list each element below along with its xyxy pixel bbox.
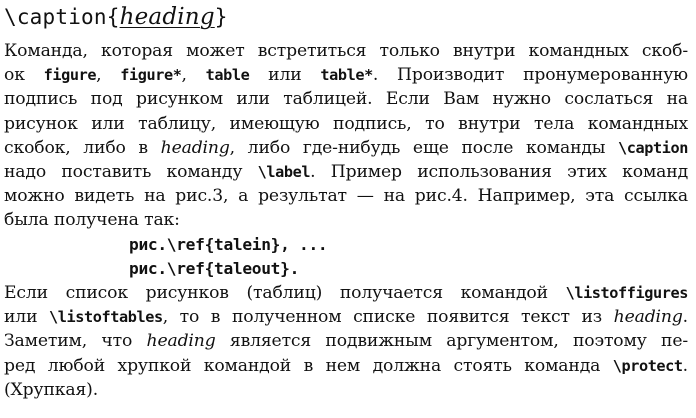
text-line <box>4 87 688 111</box>
command-close-brace: } <box>214 5 228 29</box>
text-run: или <box>4 307 50 328</box>
text-run: ред любой хрупкой командой в нем должна стоять команда <box>4 355 613 376</box>
text-line <box>4 112 688 136</box>
text-run: , <box>96 65 121 86</box>
text-run: (Хрупкая). <box>4 379 99 400</box>
command-name: \caption{ <box>4 5 120 29</box>
command-reference: \listoftables <box>49 308 163 327</box>
text-line <box>4 39 688 63</box>
text-run: Команда, которая может встретиться только внутри командных скоб- <box>4 41 688 61</box>
text-run: надо поставить команду <box>4 162 258 183</box>
text-line <box>4 208 688 232</box>
text-line <box>4 281 688 305</box>
code-example-line: рис.\ref{taleout}. <box>129 258 300 278</box>
text-run: . <box>682 307 688 328</box>
text-line <box>4 136 688 160</box>
text-run: можно видеть на рис.3, а результат — на рис.4. Например, эта ссылка <box>4 186 688 207</box>
text-line <box>4 329 688 353</box>
text-run: является подвижным аргументом, поэтому пе- <box>215 331 688 352</box>
text-run: рисунок или таблицу, имеющую подпись, то внутри тела командных <box>4 113 688 134</box>
environment-name: table <box>205 66 250 85</box>
text-run: . Пример использования этих команд <box>310 162 688 183</box>
text-run: , либо где-нибудь еще после команды <box>229 137 619 158</box>
text-run: Заметим, что <box>4 331 147 352</box>
command-heading <box>4 2 688 34</box>
command-reference: \label <box>257 163 311 182</box>
text-run: была получена так: <box>4 210 180 231</box>
text-line <box>4 160 688 184</box>
text-line <box>4 378 688 402</box>
text-run: подпись под рисунком или таблицей. Если Вам нужно сослаться на <box>4 89 688 110</box>
text-line <box>4 63 688 87</box>
command-reference: \caption <box>618 138 688 157</box>
argument-reference: heading <box>613 307 683 328</box>
environment-name: figure <box>43 66 97 85</box>
command-reference: \listoffigures <box>565 284 688 303</box>
text-run: . Производит пронумерованную <box>372 65 688 86</box>
argument-reference: heading <box>146 331 216 352</box>
text-run: ок <box>4 65 44 86</box>
text-line <box>4 305 688 329</box>
text-run: , <box>181 65 206 86</box>
command-argument: heading <box>119 4 215 30</box>
text-run: скобок, либо в <box>4 137 161 158</box>
environment-name: figure* <box>120 66 182 85</box>
text-run: или <box>249 65 321 86</box>
code-example-line: рис.\ref{talein}, ... <box>129 234 328 254</box>
text-line <box>4 354 688 378</box>
command-reference: \protect <box>612 356 683 375</box>
argument-reference: heading <box>160 137 230 158</box>
environment-name: table* <box>320 66 373 85</box>
text-run: . <box>682 355 688 376</box>
text-line <box>4 184 688 208</box>
command-description <box>4 39 688 402</box>
text-run: , то в полученном списке появится текст из <box>162 307 614 328</box>
text-run: Если список рисунков (таблиц) получается командой <box>4 283 566 304</box>
